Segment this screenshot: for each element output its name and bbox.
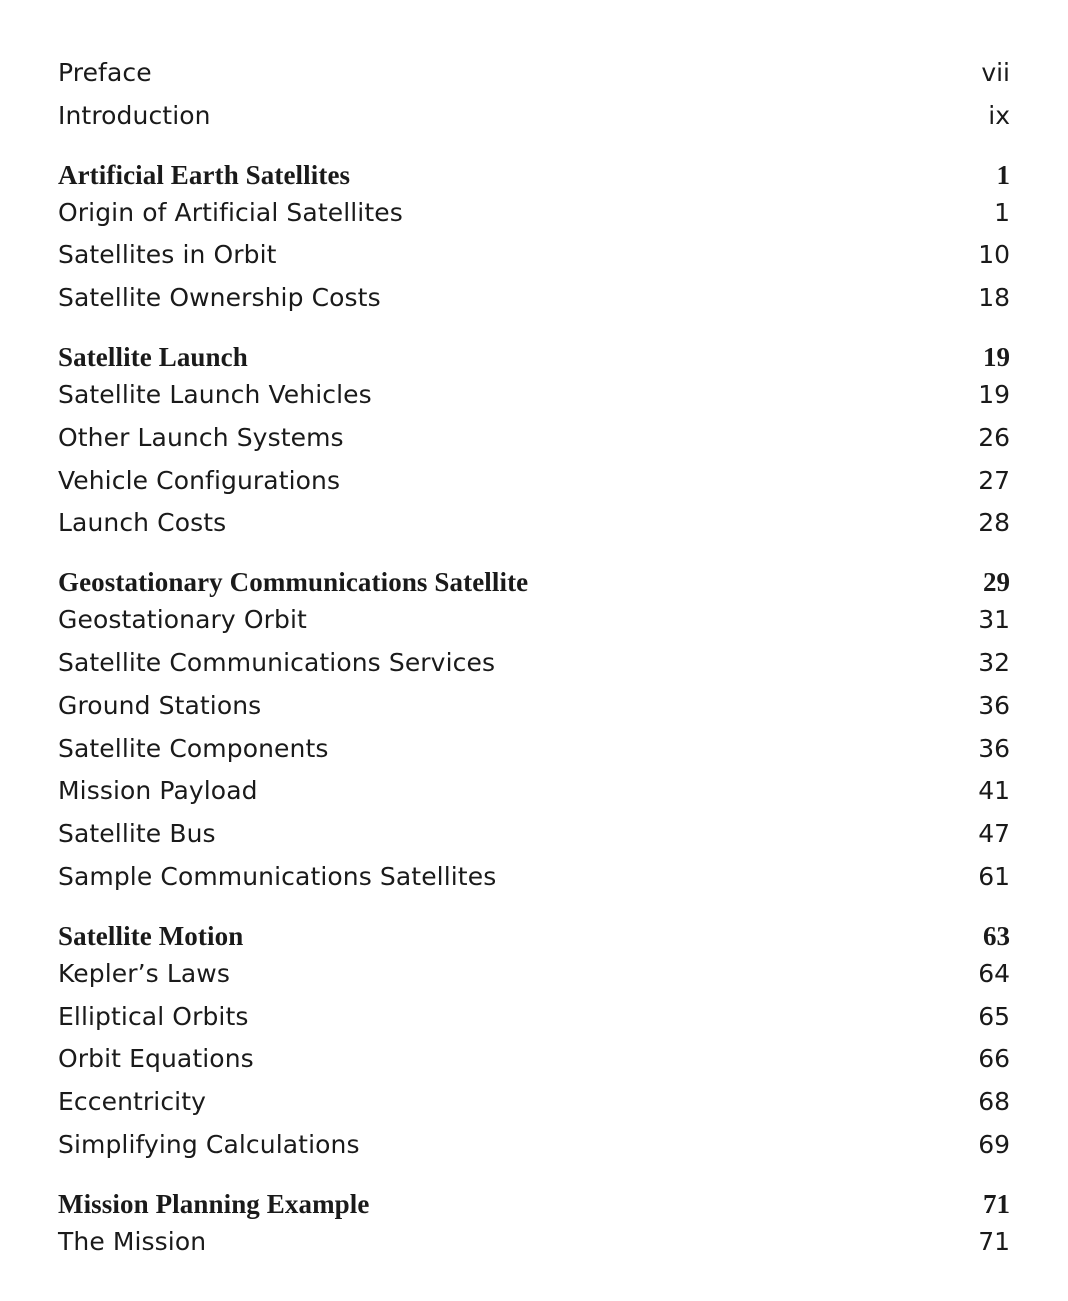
section-title: Elliptical Orbits xyxy=(58,1001,249,1031)
section-title: Satellite Bus xyxy=(58,819,216,849)
chapter-page: 29 xyxy=(983,567,1010,598)
section-page: 69 xyxy=(978,1129,1010,1159)
section-title: Satellite Ownership Costs xyxy=(58,283,381,313)
section-title: Eccentricity xyxy=(58,1087,207,1117)
section-title: Orbit Equations xyxy=(58,1044,254,1074)
section-page: 47 xyxy=(978,819,1010,849)
toc-section-entry xyxy=(58,728,1010,771)
section-title: Launch Costs xyxy=(58,508,227,538)
section-title: Ground Stations xyxy=(58,690,262,720)
chapter-page: 71 xyxy=(983,1188,1010,1219)
section-page: 41 xyxy=(978,776,1010,806)
section-page: 31 xyxy=(978,605,1010,635)
section-title: Origin of Artificial Satellites xyxy=(58,197,403,227)
section-page: 18 xyxy=(978,283,1010,313)
toc-entry-page: vii xyxy=(981,58,1010,87)
section-page: 26 xyxy=(978,422,1010,452)
toc-section-entry xyxy=(58,234,1010,277)
chapter-title: Artificial Earth Satellites xyxy=(58,159,351,190)
chapter-title: Satellite Launch xyxy=(58,341,248,372)
section-page: 36 xyxy=(978,733,1010,763)
table-of-contents xyxy=(58,52,1010,1264)
section-title: Simplifying Calculations xyxy=(58,1129,360,1159)
toc-chapter-heading xyxy=(58,919,1010,953)
section-title: Satellites in Orbit xyxy=(58,240,277,270)
section-title: Satellite Launch Vehicles xyxy=(58,379,372,409)
toc-chapter-heading xyxy=(58,158,1010,192)
toc-section-entry xyxy=(58,1081,1010,1124)
chapter-page: 63 xyxy=(983,920,1010,951)
toc-section-entry xyxy=(58,417,1010,460)
section-page: 65 xyxy=(978,1001,1010,1031)
toc-chapter-heading xyxy=(58,1187,1010,1221)
chapter-page: 19 xyxy=(983,341,1010,372)
section-page: 27 xyxy=(978,465,1010,495)
section-page: 71 xyxy=(978,1226,1010,1256)
section-page: 1 xyxy=(994,197,1010,227)
toc-chapter-heading xyxy=(58,340,1010,374)
toc-entry-introduction xyxy=(58,95,1010,138)
toc-section-entry xyxy=(58,642,1010,685)
toc-section-entry xyxy=(58,953,1010,996)
section-title: Mission Payload xyxy=(58,776,258,806)
toc-section-entry xyxy=(58,813,1010,856)
toc-entry-preface xyxy=(58,52,1010,95)
section-title: Sample Communications Satellites xyxy=(58,861,497,891)
section-page: 19 xyxy=(978,379,1010,409)
section-page: 68 xyxy=(978,1087,1010,1117)
toc-section-entry xyxy=(58,277,1010,320)
section-title: Satellite Communications Services xyxy=(58,647,496,677)
toc-section-entry xyxy=(58,996,1010,1039)
toc-section-entry xyxy=(58,502,1010,545)
section-title: Kepler’s Laws xyxy=(58,958,230,988)
toc-entry-title: Introduction xyxy=(58,100,211,130)
chapter-title: Mission Planning Example xyxy=(58,1188,370,1219)
toc-section-entry xyxy=(58,460,1010,503)
section-page: 32 xyxy=(978,647,1010,677)
toc-section-entry xyxy=(58,1124,1010,1167)
section-page: 36 xyxy=(978,690,1010,720)
toc-entry-title: Preface xyxy=(58,58,152,87)
section-page: 64 xyxy=(978,958,1010,988)
chapter-page: 1 xyxy=(996,159,1010,190)
section-title: Geostationary Orbit xyxy=(58,605,307,635)
section-title: Vehicle Configurations xyxy=(58,465,341,495)
chapter-title: Satellite Motion xyxy=(58,920,244,951)
section-title: Satellite Components xyxy=(58,733,329,763)
toc-entry-page: ix xyxy=(988,100,1010,130)
toc-section-entry xyxy=(58,1221,1010,1264)
section-page: 66 xyxy=(978,1044,1010,1074)
section-title: The Mission xyxy=(58,1226,207,1256)
toc-section-entry xyxy=(58,685,1010,728)
section-title: Other Launch Systems xyxy=(58,422,344,452)
toc-section-entry xyxy=(58,1038,1010,1081)
toc-section-entry xyxy=(58,856,1010,899)
toc-section-entry xyxy=(58,192,1010,235)
chapter-title: Geostationary Communications Satellite xyxy=(58,567,529,598)
section-page: 61 xyxy=(978,861,1010,891)
section-page: 10 xyxy=(978,240,1010,270)
toc-section-entry xyxy=(58,770,1010,813)
toc-chapter-heading xyxy=(58,565,1010,599)
toc-section-entry xyxy=(58,374,1010,417)
toc-section-entry xyxy=(58,599,1010,642)
section-page: 28 xyxy=(978,508,1010,538)
